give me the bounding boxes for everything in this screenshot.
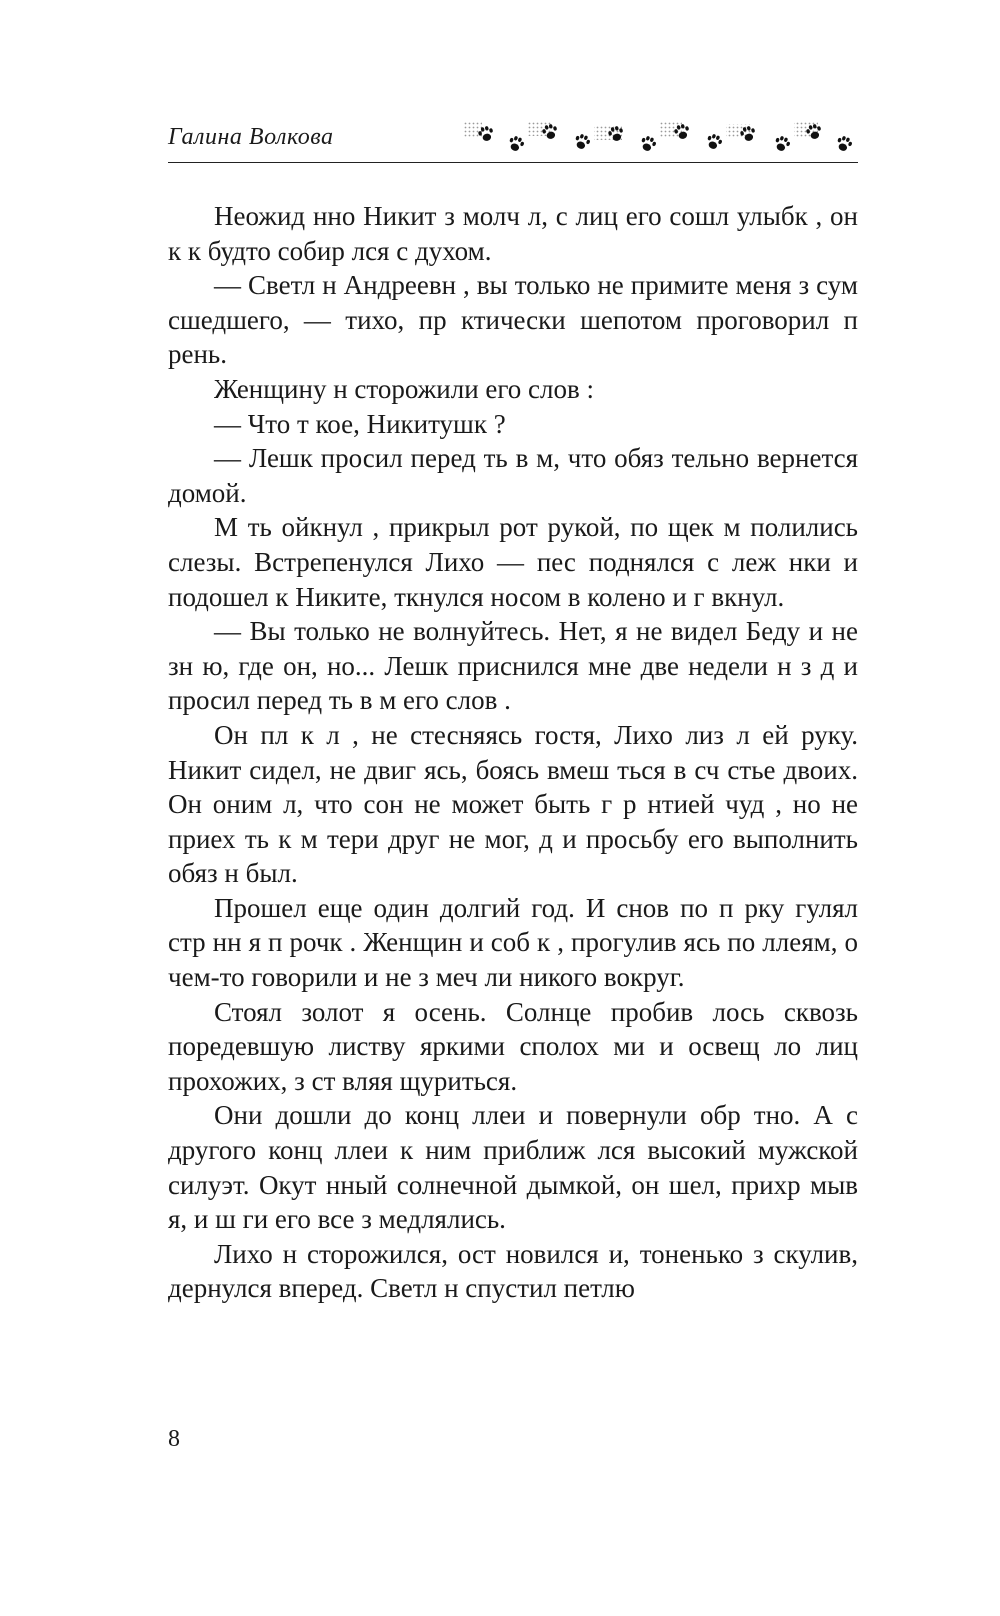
paragraph: — Что т кое, Никитушк ?	[214, 408, 506, 439]
paragraph: — Вы только не волнуйтесь. Нет, я не видел Беду и не зн ю, где он, но... Лешк приснился мне две недели н з д и просил перед ть в м его слов .	[168, 616, 858, 716]
paragraph: Они дошли до конц ллеи и повернули обр тно. А с другого конц ллеи к ним приближ лся высокий мужской силуэт. Окут нный солнечной дымкой, он шел, прихр мыв я, и ш ги его все з медлялись.	[168, 1100, 858, 1235]
paragraph: Неожид нно Никит з молч л, с лиц его сошл улыбк , он к к будто собир лся с духом.	[168, 201, 858, 266]
page-number: 8	[168, 1426, 180, 1452]
running-head-author: Галина Волкова	[168, 124, 334, 150]
paragraph: — Светл н Андреевн , вы только не примите меня з сум сшедшего, — тихо, пр ктически шепотом проговорил п рень.	[168, 270, 858, 370]
header-rule	[168, 162, 858, 163]
paragraph: Прошел еще один долгий год. И снов по п рку гулял стр нн я п рочк . Женщин и соб к , прогулив ясь по ллеям, о чем-то говорили и не з меч ли никого вокруг.	[168, 892, 858, 993]
paragraph: — Лешк просил перед ть в м, что обяз тельно вернется домой.	[168, 443, 858, 508]
paragraph: Женщину н сторожили его слов :	[214, 373, 595, 404]
running-head	[168, 118, 858, 162]
paragraph: Он пл к л , не стесняясь гостя, Лихо лиз л ей руку. Никит сидел, не двиг ясь, боясь вмеш ться в сч стье двоих. Он оним л, что сон не может быть г р нтией чуд , но не приех ть к м тери друг не мог, д и просьбу его выполнить обяз н был.	[168, 719, 858, 889]
body-text	[168, 199, 858, 1306]
paragraph: Лихо н сторожился, ост новился и, тоненько з скулив, дернулся вперед. Светл н спустил петлю	[168, 1238, 858, 1304]
paw-prints-icon	[464, 118, 858, 162]
paragraph: М ть ойкнул , прикрыл рот рукой, по щек м полились слезы. Встрепенулся Лихо — пес поднялся с леж нки и подошел к Никите, ткнулся носом в колено и г вкнул.	[168, 512, 858, 612]
paragraph: Стоял золот я осень. Солнце пробив лось сквозь поредевшую листву яркими сполох ми и освещ ло лиц прохожих, з ст вляя щуриться.	[168, 996, 858, 1096]
